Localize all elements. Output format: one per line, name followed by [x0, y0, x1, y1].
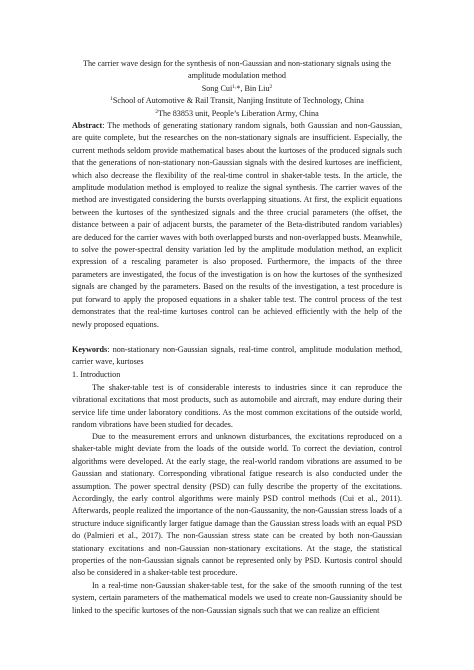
author-1-affiliation-mark: 1,	[232, 84, 237, 90]
abstract-text: : The methods of generating stationary random signals, both Gaussian and non-Gaussian, are quite complete, but the researches on the non-stationary signals are insufficient. Especially, the current methods seldom provide mathematical bases about the kurtoses of the produced signals such that the generations of non-stationary non-Gaussian signals with the desired kurtoses are inefficient, which also decrease the flexibility of the real-time control in shaker-table tests. In the article, the amplitude modulation method is employed to realize the signal synthesis. The carrier waves of the method are investigated considering the bursts overlapping situations. At first, the explicit equations between the kurtoses of the synthesized signals and the three crucial parameters (the offset, the distance between a pair of adjacent bursts, the parameter of the Beta-distributed random variables) are deduced for the carrier waves with both overlapped bursts and non-overlapped busts. Meanwhile, to solve the power-spectral density variation led by the amplitude modulation method, an explicit expression of a rescaling parameter is also proposed. Furthermore, the impacts of the three parameters are investigated, the focus of the investigation is on how the kurtoses of the synthesized signals are changed by the parameters. Based on the results of the investigation, a test procedure is put forward to apply the proposed equations in a shaker table test. The control process of the test demonstrates that the real-time kurtoses control can be achieved efficiently with the help of the newly proposed equations.	[72, 121, 402, 329]
author-2-affiliation-mark: 2	[269, 84, 273, 90]
section-heading-introduction: 1. Introduction	[72, 370, 121, 379]
keywords	[72, 344, 402, 369]
keywords-label: Keywords	[72, 345, 108, 354]
body-paragraph-2: Due to the measurement errors and unknown disturbances, the excitations reproduced on a shaker-table might deviate from the loads of the outside world. To correct the deviation, control algorithms were developed. At the early stage, the real-world random vibrations are assumed to be Gaussian and stationary. Corresponding vibrational fatigue research is also conducted under the assumption. The power spectral density (PSD) can fully describe the property of the excitations. Accordingly, the early control algorithms were mainly PSD control methods (Cui et al., 2011). Afterwards, people realized the importance of the non-Gaussanity, the non-Gaussian stress loads of a structure induce significantly larger fatigue damage than the Gaussian stress loads with an equal PSD do (Palmieri et al., 2017). The non-Gaussian stress state can be created by both non-Gaussian stationary excitations and non-Gaussian non-stationary excitations. At the stage, the statistical properties of the non-Gaussian signals cannot be represented only by PSD. Kurtosis control should also be considered in a shaker-table test procedure.	[72, 432, 402, 578]
abstract	[72, 120, 402, 331]
affiliation-2-mark: 2	[155, 108, 159, 115]
paper-title: The carrier wave design for the synthesis of non-Gaussian and non-stationary signals using the amplitude modulation method	[83, 59, 391, 81]
author-2-name: Bin Liu	[244, 84, 270, 93]
affiliation-2-text: The 83853 unit, People’s Liberation Army, China	[158, 108, 319, 118]
abstract-label: Abstract	[72, 121, 103, 130]
body-paragraph-3: In a real-time non-Gaussian shaker-table test, for the sake of the smooth running of the test system, certain parameters of the mathematical models we used to create non-Gaussianity should be linked to the specific kurtoses of the non-Gaussian signals such that we can realize an efficient	[72, 581, 402, 615]
affiliation-1-mark: 1	[110, 96, 113, 102]
author-separator: ,	[240, 84, 245, 93]
body-paragraph-1: The shaker-table test is of considerable interests to industries since it can reproduce the vibrational excitations that most products, such as automobile and aircraft, may endure during their service life time under laboratory conditions. As the most common excitations of the outside world, random vibrations have been studied for decades.	[72, 383, 402, 430]
affiliation-2	[72, 108, 402, 120]
keywords-text: : non-stationary non-Gaussian signals, real-time control, amplitude modulation method, carrier wave, kurtoses	[72, 345, 402, 367]
affiliation-1	[72, 95, 402, 107]
author-1-name: Song Cui	[201, 84, 233, 93]
author-line	[72, 83, 402, 95]
affiliation-1-text: School of Automotive & Rail Transit, Nanjing Institute of Technology, China	[112, 96, 364, 105]
corresponding-author-mark: *	[236, 84, 241, 93]
